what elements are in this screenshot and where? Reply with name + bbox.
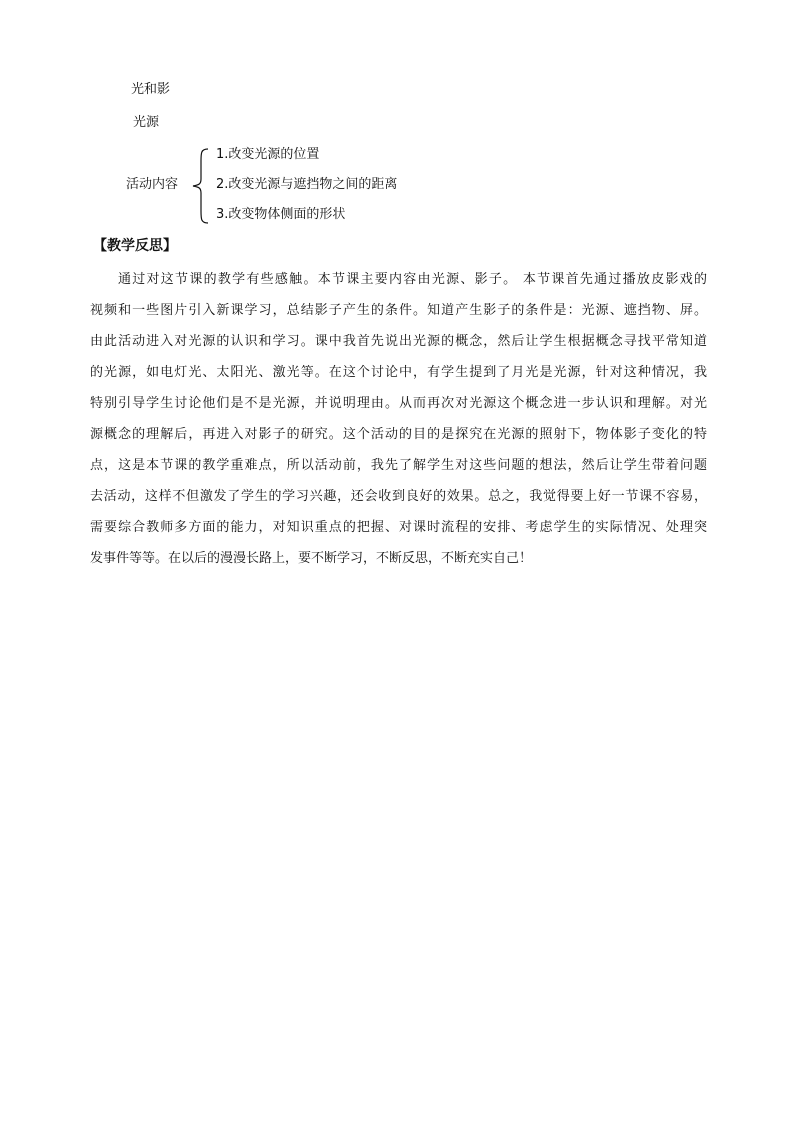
reflection-paragraph — [90, 268, 707, 578]
paragraph-line: 视频和一些图片引入新课学习，总结影子产生的条件。知道产生影子的条件是：光源、遮挡物、屏。 — [90, 303, 707, 318]
activity-item-1: 1.改变光源的位置 — [216, 147, 320, 162]
paragraph-line: 点，这是本节课的教学重难点，所以活动前，我先了解学生对这些问题的想法，然后让学生带着问题 — [90, 458, 707, 473]
paragraph-line: 的光源，如电灯光、太阳光、激光等。在这个讨论中，有学生提到了月光是光源，针对这种情况，我 — [90, 365, 707, 380]
activity-item-2: 2.改变光源与遮挡物之间的距离 — [216, 177, 398, 192]
paragraph-line: 由此活动进入对光源的认识和学习。课中我首先说出光源的概念，然后让学生根据概念寻找平常知道 — [90, 334, 707, 349]
lesson-title: 光和影 — [131, 82, 171, 97]
lesson-subtitle: 光源 — [133, 115, 160, 130]
paragraph-line: 源概念的理解后，再进入对影子的研究。这个活动的目的是探究在光源的照射下，物体影子变化的特 — [90, 427, 707, 442]
brace-icon — [190, 147, 212, 225]
paragraph-line: 通过对这节课的教学有些感触。本节课主要内容由光源、影子。 本节课首先通过播放皮影戏的 — [118, 272, 707, 287]
paragraph-line: 去活动，这样不但激发了学生的学习兴趣，还会收到良好的效果。总之，我觉得要上好一节课不容易， — [90, 489, 707, 504]
reflection-heading: 【教学反思】 — [93, 238, 177, 254]
paragraph-line: 发事件等等。在以后的漫漫长路上，要不断学习，不断反思，不断充实自己！ — [90, 551, 533, 566]
paragraph-line: 特别引导学生讨论他们是不是光源，并说明理由。从而再次对光源这个概念进一步认识和理解。对光 — [90, 396, 707, 411]
activity-item-3: 3.改变物体侧面的形状 — [216, 207, 346, 222]
activity-label: 活动内容 — [126, 177, 179, 192]
paragraph-line: 需要综合教师多方面的能力，对知识重点的把握、对课时流程的安排、考虑学生的实际情况、处理突 — [90, 520, 707, 535]
